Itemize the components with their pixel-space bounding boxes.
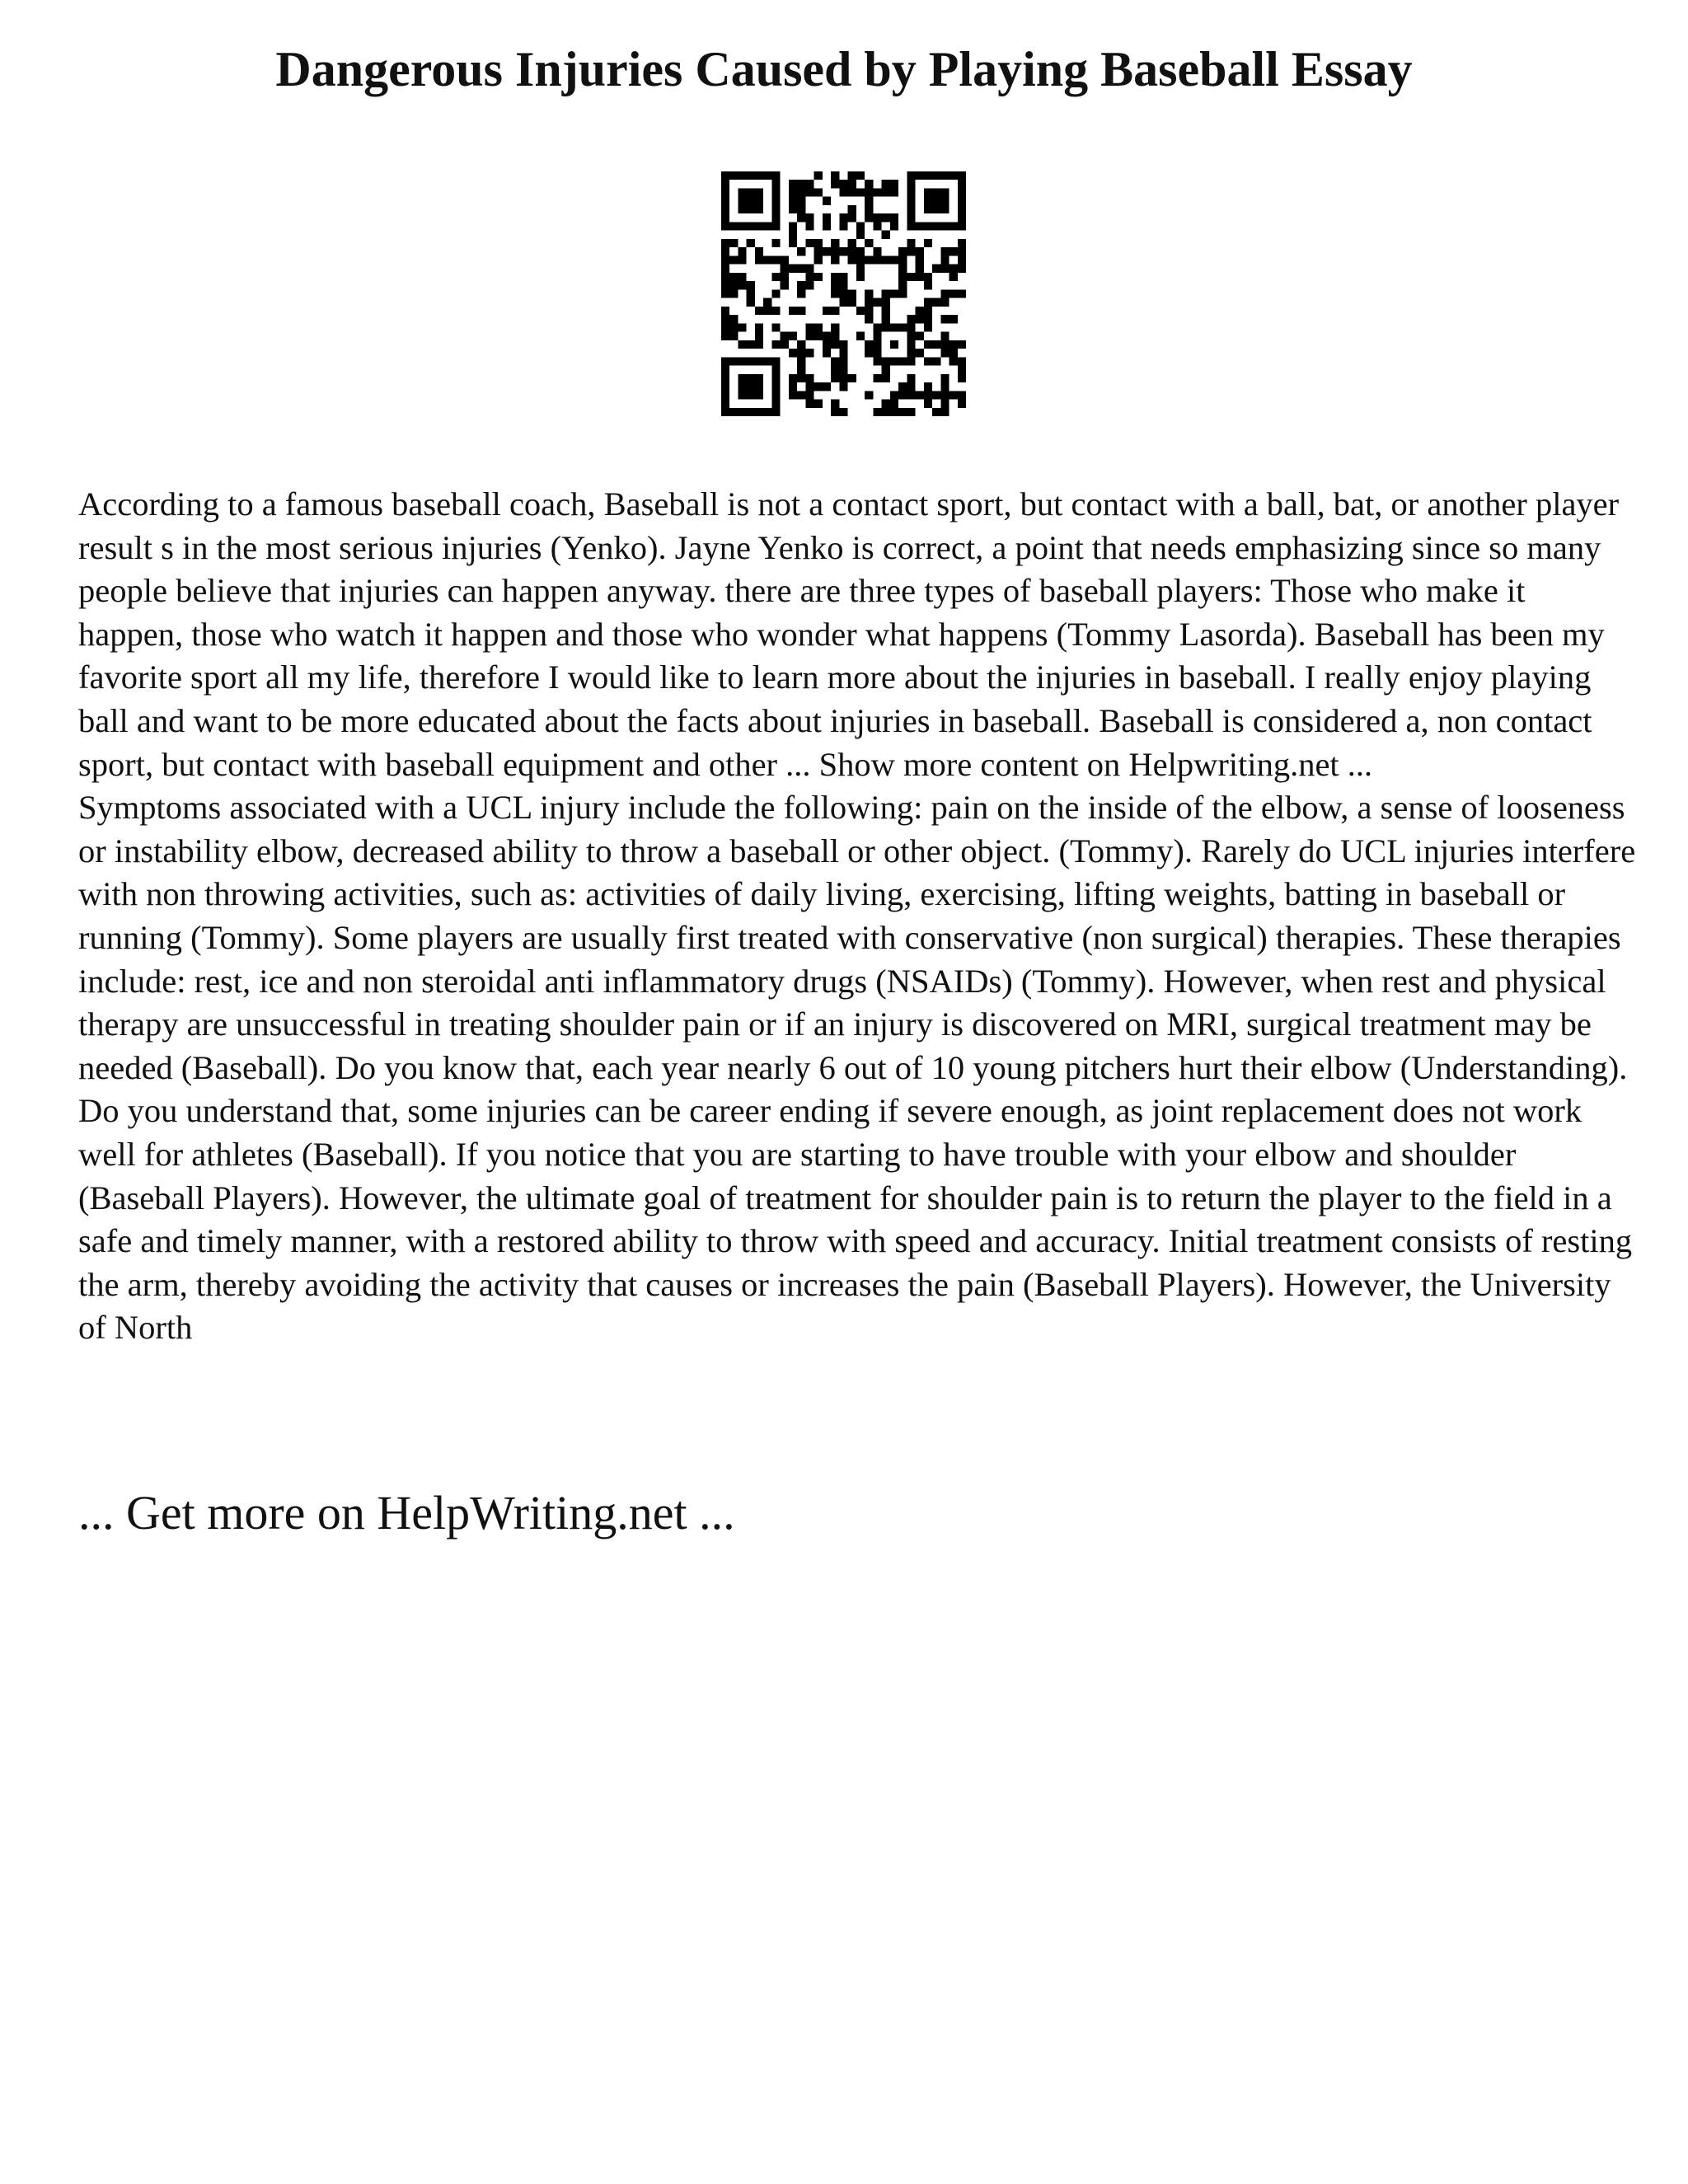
qr-code-image	[721, 171, 966, 416]
essay-paragraph-2: Symptoms associated with a UCL injury include the following: pain on the inside of the elbow, a sense of looseness or instability elbow, decreased ability to throw a baseball or other object. (Tommy). Rarely do UCL injuries interfere with non throwing activities, such as: activities of daily living, exercising, lifting weights, batting in baseball or running (Tommy). Some players are usually first treated with conservative (non surgical) therapies. These therapies include: rest, ice and non steroidal anti inflammatory drugs (NSAIDs) (Tommy). However, when rest and physical therapy are unsuccessful in treating shoulder pain or if an injury is discovered on MRI, surgical treatment may be needed (Baseball). Do you know that, each year nearly 6 out of 10 young pitchers hurt their elbow (Understanding). Do you understand that, some injuries can be career ending if severe enough, as joint replacement does not work well for athletes (Baseball). If you notice that you are starting to have trouble with your elbow and shoulder (Baseball Players). However, the ultimate goal of treatment for shoulder pain is to return the player to the field in a safe and timely manner, with a restored ability to throw with speed and accuracy. Initial treatment consists of resting the arm, thereby avoiding the activity that causes or increases the pain (Baseball Players). However, the University of North	[78, 789, 1636, 1347]
page-title: Dangerous Injuries Caused by Playing Baseball Essay	[275, 42, 1413, 96]
get-more-link[interactable]: ... Get more on HelpWriting.net ...	[78, 1486, 735, 1540]
essay-body	[78, 483, 1636, 1350]
qr-code	[721, 171, 966, 416]
essay-paragraph-1: According to a famous baseball coach, Baseball is not a contact sport, but contact with a ball, bat, or another player result s in the most serious injuries (Yenko). Jayne Yenko is correct, a point that needs emphasizing since so many people believe that injuries can happen anyway. there are three types of baseball players: Those who make it happen, those who watch it happen and those who wonder what happens (Tommy Lasorda). Baseball has been my favorite sport all my life, therefore I would like to learn more about the injuries in baseball. I really enjoy playing ball and want to be more educated about the facts about injuries in baseball. Baseball is considered a, non contact sport, but contact with baseball equipment and other ... Show more content on Helpwriting.net ...	[78, 485, 1620, 783]
